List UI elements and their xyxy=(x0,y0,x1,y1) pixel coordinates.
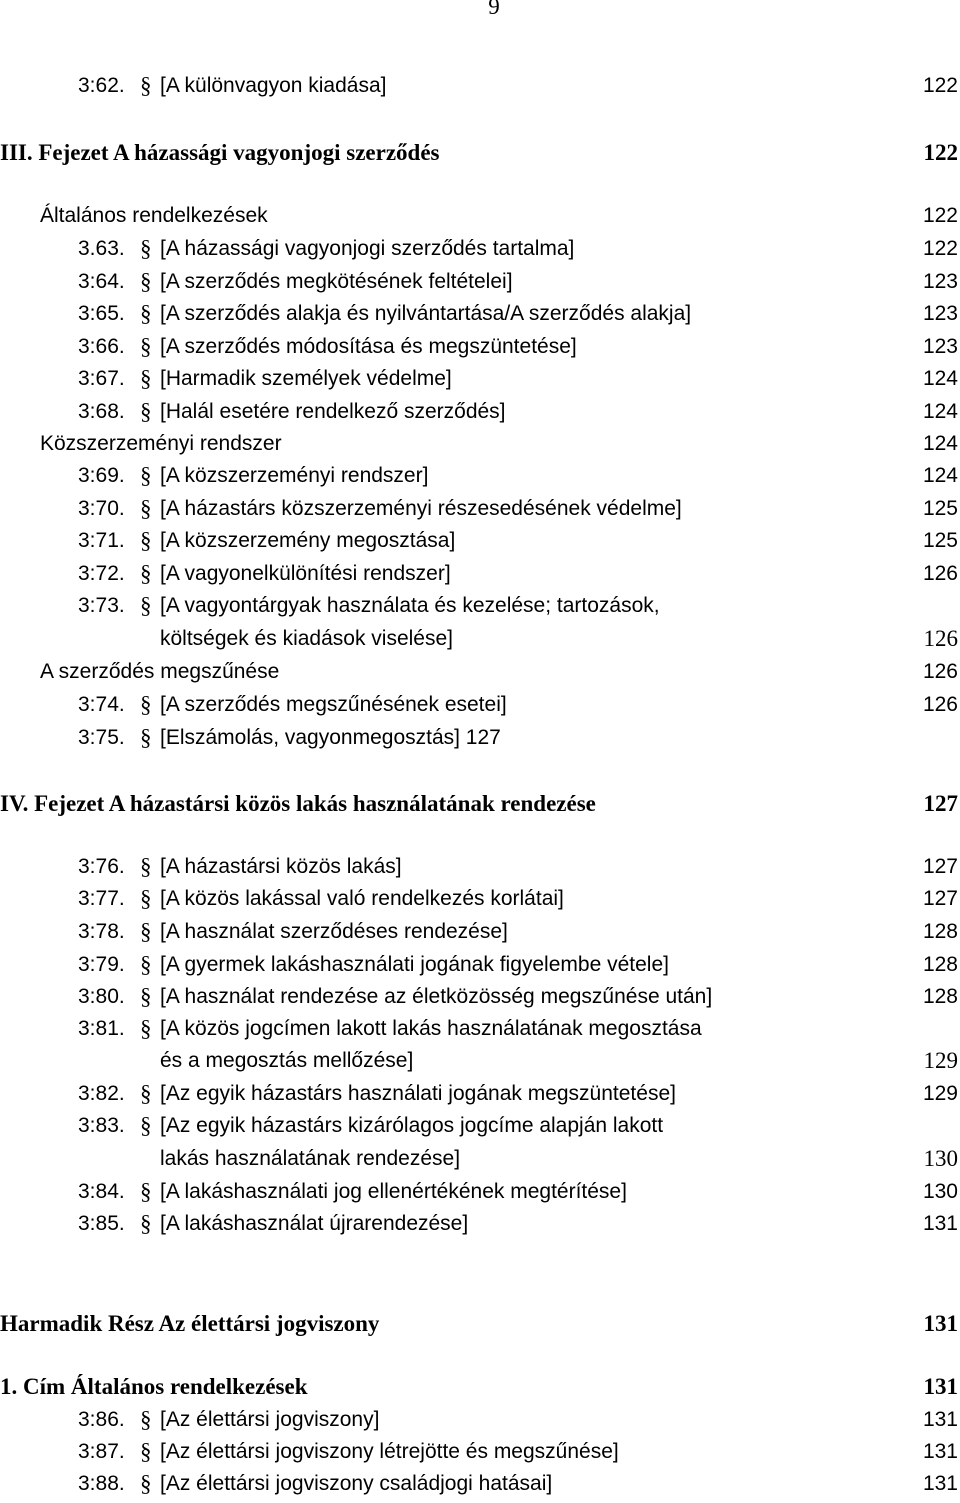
section-sign: § xyxy=(140,463,152,488)
subheading-title: Közszerzeményi rendszer xyxy=(40,432,282,455)
section-sign: § xyxy=(140,984,152,1009)
section-title: [A szerződés módosítása és megszüntetése] xyxy=(160,335,577,358)
section-title: [A különvagyon kiadása] xyxy=(160,74,387,97)
section-sign: § xyxy=(140,886,152,911)
section-title: [A szerződés megkötésének feltételei] xyxy=(160,270,513,293)
section-title: [Az élettársi jogviszony családjogi hatásai] xyxy=(160,1472,553,1495)
section-number: 3:81. xyxy=(78,1017,125,1040)
page-ref: 126 xyxy=(923,626,958,651)
section-number: 3:65. xyxy=(78,302,125,325)
page-ref: 131 xyxy=(923,1374,958,1399)
section-sign: § xyxy=(140,1113,152,1138)
section-sign: § xyxy=(140,854,152,879)
section-number: 3:75. xyxy=(78,726,125,749)
page-ref: 128 xyxy=(922,953,958,976)
section-title: [A közös lakással való rendelkezés korlátai] xyxy=(160,887,564,910)
section-title: [Az élettársi jogviszony létrejötte és megszűnése] xyxy=(160,1440,619,1463)
section-sign: § xyxy=(140,269,152,294)
page-ref: 127 xyxy=(922,887,958,910)
section-title: [A vagyonelkülönítési rendszer] xyxy=(160,562,451,585)
section-number: 3:73. xyxy=(78,594,125,617)
section-number: 3:88. xyxy=(78,1472,125,1495)
section-sign: § xyxy=(140,561,152,586)
section-number: 3:83. xyxy=(78,1114,125,1137)
page-ref: 130 xyxy=(922,1180,958,1203)
section-sign: § xyxy=(140,952,152,977)
page-ref: 122 xyxy=(922,74,958,97)
page-ref: 131 xyxy=(922,1440,958,1463)
section-sign: § xyxy=(140,73,152,98)
section-title-continuation: lakás használatának rendezése] xyxy=(160,1147,461,1170)
section-number: 3:69. xyxy=(78,464,125,487)
section-title: [Elszámolás, vagyonmegosztás] 127 xyxy=(160,726,501,749)
section-sign: § xyxy=(140,1179,152,1204)
subheading-title: Általános rendelkezések xyxy=(40,204,268,227)
page-ref: 123 xyxy=(922,270,958,293)
section-title: [A használat rendezése az életközösség megszűnése után] xyxy=(160,985,713,1008)
section-number: 3:86. xyxy=(78,1408,125,1431)
page-ref: 123 xyxy=(922,302,958,325)
section-sign: § xyxy=(140,366,152,391)
section-sign: § xyxy=(140,236,152,261)
chapter-title: III. Fejezet A házassági vagyonjogi szerződés xyxy=(0,140,440,165)
section-title: [A szerződés alakja és nyilvántartása/A szerződés alakja] xyxy=(160,302,692,325)
section-title: [A lakáshasználat újrarendezése] xyxy=(160,1212,469,1235)
page-ref: 126 xyxy=(922,660,958,683)
section-sign: § xyxy=(140,919,152,944)
page-ref: 123 xyxy=(922,335,958,358)
section-sign: § xyxy=(140,692,152,717)
section-title: [A házastárs közszerzeményi részesedésének védelme] xyxy=(160,497,682,520)
section-sign: § xyxy=(140,1471,152,1496)
page-ref: 131 xyxy=(922,1408,958,1431)
part-title: Harmadik Rész Az élettársi jogviszony xyxy=(0,1311,380,1336)
section-sign: § xyxy=(140,1211,152,1236)
page-ref: 125 xyxy=(922,497,958,520)
section-title: [A gyermek lakáshasználati jogának figyelembe vétele] xyxy=(160,953,669,976)
page-ref: 130 xyxy=(923,1146,958,1171)
page-ref: 125 xyxy=(922,529,958,552)
section-sign: § xyxy=(140,725,152,750)
section-title: [A közszerzeményi rendszer] xyxy=(160,464,429,487)
section-number: 3:77. xyxy=(78,887,125,910)
section-title: [A közszerzemény megosztása] xyxy=(160,529,456,552)
section-number: 3:82. xyxy=(78,1082,125,1105)
page-ref: 122 xyxy=(922,204,958,227)
section-number: 3:79. xyxy=(78,953,125,976)
section-number: 3:66. xyxy=(78,335,125,358)
section-sign: § xyxy=(140,1407,152,1432)
section-number: 3:72. xyxy=(78,562,125,585)
subheading-title: A szerződés megszűnése xyxy=(40,660,280,683)
section-number: 3:87. xyxy=(78,1440,125,1463)
section-title: [Az egyik házastárs kizárólagos jogcíme alapján lakott xyxy=(160,1114,664,1137)
page-ref: 124 xyxy=(922,400,958,423)
page-ref: 131 xyxy=(922,1212,958,1235)
section-title: [A vagyontárgyak használata és kezelése; tartozások, xyxy=(160,594,660,617)
section-title-continuation: költségek és kiadások viselése] xyxy=(160,627,453,650)
section-title: [A közös jogcímen lakott lakás használatának megosztása xyxy=(160,1017,702,1040)
section-title: [Az egyik házastárs használati jogának megszüntetése] xyxy=(160,1082,676,1105)
page-ref: 122 xyxy=(922,237,958,260)
page-ref: 129 xyxy=(923,1048,958,1073)
page-ref: 127 xyxy=(923,791,958,816)
page-ref: 122 xyxy=(923,140,958,165)
section-number: 3:85. xyxy=(78,1212,125,1235)
page-ref: 131 xyxy=(923,1311,958,1336)
section-number: 3:78. xyxy=(78,920,125,943)
section-number: 3.63. xyxy=(78,237,125,260)
section-number: 3:84. xyxy=(78,1180,125,1203)
page-ref: 128 xyxy=(922,920,958,943)
page-ref: 126 xyxy=(922,693,958,716)
section-number: 3:80. xyxy=(78,985,125,1008)
section-title: [A lakáshasználati jog ellenértékének megtérítése] xyxy=(160,1180,627,1203)
section-title: [A használat szerződéses rendezése] xyxy=(160,920,508,943)
page-ref: 127 xyxy=(922,855,958,878)
section-number: 3:76. xyxy=(78,855,125,878)
section-number: 3:62. xyxy=(78,74,125,97)
section-sign: § xyxy=(140,496,152,521)
section-title: [Az élettársi jogviszony] xyxy=(160,1408,380,1431)
section-sign: § xyxy=(140,593,152,618)
section-number: 3:70. xyxy=(78,497,125,520)
section-sign: § xyxy=(140,528,152,553)
section-sign: § xyxy=(140,1016,152,1041)
page-ref: 124 xyxy=(922,367,958,390)
page-ref: 124 xyxy=(922,464,958,487)
section-title-continuation: és a megosztás mellőzése] xyxy=(160,1049,414,1072)
section-sign: § xyxy=(140,301,152,326)
section-number: 3:64. xyxy=(78,270,125,293)
page-number: 9 xyxy=(488,0,500,19)
page-ref: 124 xyxy=(922,432,958,455)
section-title: [A házassági vagyonjogi szerződés tartalma] xyxy=(160,237,575,260)
chapter-title: IV. Fejezet A házastársi közös lakás használatának rendezése xyxy=(0,791,596,816)
section-sign: § xyxy=(140,334,152,359)
section-sign: § xyxy=(140,399,152,424)
section-number: 3:67. xyxy=(78,367,125,390)
page-ref: 126 xyxy=(922,562,958,585)
section-number: 3:74. xyxy=(78,693,125,716)
part-title: 1. Cím Általános rendelkezések xyxy=(0,1374,308,1399)
section-sign: § xyxy=(140,1439,152,1464)
page-ref: 128 xyxy=(922,985,958,1008)
section-title: [Halál esetére rendelkező szerződés] xyxy=(160,400,506,423)
section-number: 3:71. xyxy=(78,529,125,552)
page-ref: 131 xyxy=(922,1472,958,1495)
section-title: [Harmadik személyek védelme] xyxy=(160,367,452,390)
section-number: 3:68. xyxy=(78,400,125,423)
section-title: [A házastársi közös lakás] xyxy=(160,855,402,878)
page-ref: 129 xyxy=(922,1082,958,1105)
section-sign: § xyxy=(140,1081,152,1106)
section-title: [A szerződés megszűnésének esetei] xyxy=(160,693,507,716)
